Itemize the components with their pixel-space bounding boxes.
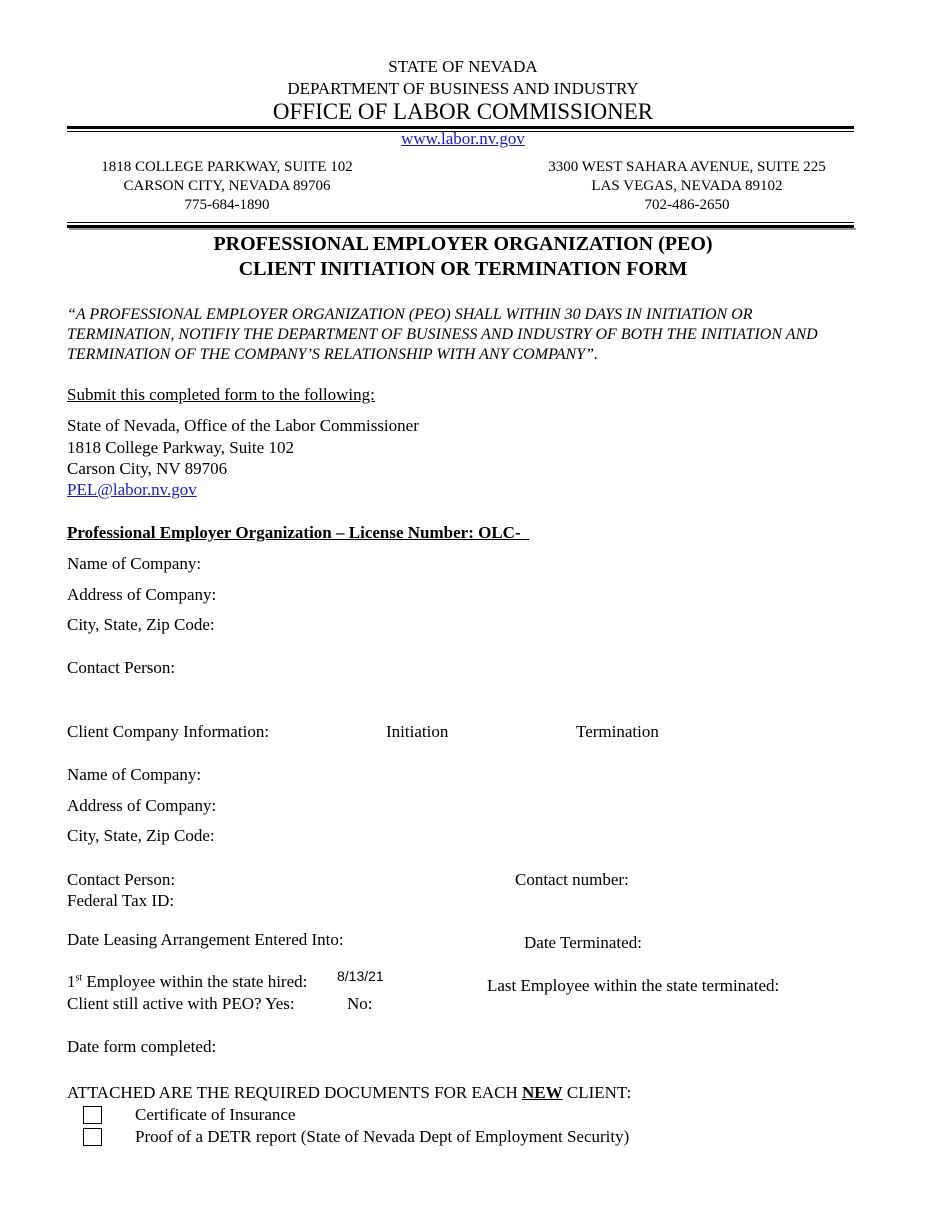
certificate-of-insurance-label: Certificate of Insurance: [135, 1105, 296, 1124]
client-info-label: Client Company Information:: [67, 722, 270, 741]
client-contact-person-label: Contact Person:: [67, 870, 176, 889]
first-employee-hired-label: [67, 972, 307, 992]
form-title: [0, 232, 926, 282]
client-contact-number-label: Contact number:: [515, 870, 629, 889]
submit-line3: Carson City, NV 89706: [67, 459, 228, 478]
email-link[interactable]: PEL@labor.nv.gov: [67, 480, 197, 499]
submit-line1: State of Nevada, Office of the Labor Commissioner: [67, 416, 419, 435]
client-company-address-label: Address of Company:: [67, 796, 217, 815]
statute-quote: “A PROFESSIONAL EMPLOYER ORGANIZATION (PEO) SHALL WITHIN 30 DAYS IN INITIATION OR TERMINATION, NOTIFIY THE DEPARTMENT OF BUSINESS AND INDUSTRY OF BOTH THE INITIATION AND TERMINATION OF THE COMPANY’S RELATIONSHIP WITH ANY COMPANY”.: [67, 306, 818, 363]
peo-license-heading: [67, 523, 529, 543]
attachments-heading-emph: NEW: [521, 1083, 563, 1102]
attachments-heading-pre: ATTACHED ARE THE REQUIRED DOCUMENTS FOR EACH: [67, 1083, 522, 1102]
detr-report-label: Proof of a DETR report (State of Nevada Dept of Employment Security): [135, 1127, 630, 1146]
address-left-line1: 1818 COLLEGE PARKWAY, SUITE 102: [101, 159, 353, 175]
attachments-heading: [67, 1083, 631, 1103]
header-office: OFFICE OF LABOR COMMISSIONER: [272, 99, 654, 124]
client-still-active-no-label: No:: [347, 994, 373, 1013]
address-carson-city: [82, 158, 372, 215]
certificate-of-insurance-checkbox[interactable]: [83, 1106, 102, 1124]
last-employee-terminated-label: Last Employee within the state terminated:: [487, 976, 780, 995]
peo-city-state-zip-label: City, State, Zip Code:: [67, 615, 215, 634]
date-form-completed-label: Date form completed:: [67, 1037, 217, 1056]
first-employee-ordinal-suffix: st: [75, 972, 83, 984]
address-las-vegas: [532, 158, 842, 215]
initiation-option[interactable]: Initiation: [386, 722, 449, 741]
header-rule-shadow: [69, 228, 856, 230]
first-employee-hired-value[interactable]: 8/13/21: [337, 968, 384, 984]
submit-email: [67, 480, 197, 500]
form-title-line1: PROFESSIONAL EMPLOYER ORGANIZATION (PEO): [213, 233, 713, 255]
first-employee-ordinal: 1: [67, 972, 76, 991]
form-title-line2: CLIENT INITIATION OR TERMINATION FORM: [238, 258, 688, 280]
address-right-line2: LAS VEGAS, NEVADA 89102: [591, 178, 783, 194]
termination-option[interactable]: Termination: [576, 722, 659, 741]
client-city-state-zip-label: City, State, Zip Code:: [67, 826, 215, 845]
address-left-phone: 775-684-1890: [184, 197, 270, 213]
header-rule-bottom-thin: [67, 222, 854, 223]
header-state: STATE OF NEVADA: [388, 57, 538, 76]
client-still-active-label: Client still active with PEO? Yes:: [67, 994, 295, 1013]
address-right-line1: 3300 WEST SAHARA AVENUE, SUITE 225: [548, 159, 826, 175]
attachments-heading-post: CLIENT:: [562, 1083, 632, 1102]
client-company-name-label: Name of Company:: [67, 765, 202, 784]
detr-report-checkbox[interactable]: [83, 1128, 102, 1146]
submit-heading: Submit this completed form to the following:: [67, 385, 375, 404]
address-left-line2: CARSON CITY, NEVADA 89706: [123, 178, 331, 194]
date-terminated-label: Date Terminated:: [524, 933, 642, 952]
client-federal-tax-id-label: Federal Tax ID:: [67, 891, 175, 910]
first-employee-label-text: Employee within the state hired:: [82, 972, 308, 991]
peo-license-heading-text: Professional Employer Organization – License Number: OLC-: [67, 523, 521, 542]
header-department: DEPARTMENT OF BUSINESS AND INDUSTRY: [287, 79, 639, 98]
address-right-phone: 702-486-2650: [644, 197, 730, 213]
website-link[interactable]: www.labor.nv.gov: [401, 129, 525, 148]
peo-company-name-label: Name of Company:: [67, 554, 202, 573]
peo-company-address-label: Address of Company:: [67, 585, 217, 604]
peo-contact-person-label: Contact Person:: [67, 658, 176, 677]
date-leasing-entered-label: Date Leasing Arrangement Entered Into:: [67, 930, 344, 949]
submit-line2: 1818 College Parkway, Suite 102: [67, 438, 294, 457]
header-website: [0, 129, 926, 149]
